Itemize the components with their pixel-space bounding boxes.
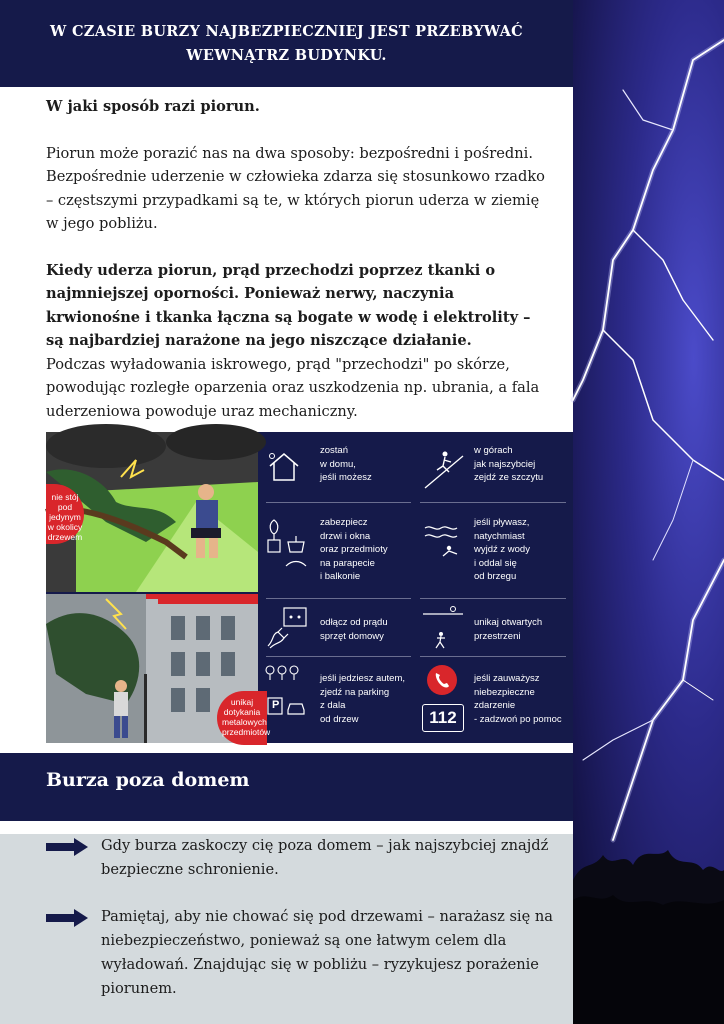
tip-text: odłącz od prądu sprzęt domowy — [320, 617, 388, 642]
tree-illustration — [46, 432, 258, 592]
lightning-photo — [573, 0, 724, 1024]
tip-text: jeśli zauważysz niebezpieczne zdarzenie - zadzwoń po pomoc — [474, 673, 562, 725]
article-paragraph: Piorun może porazić nas na dwa sposoby: bezpośredni i pośredni. Bezpośrednie uderzenie w człowieka zdarza się stosunkowo rzadko – częstszymi przypadkami są te, w których piorun uderza w ziemię w jego pobliżu. — [46, 144, 545, 232]
car-parking-icon — [264, 664, 310, 718]
tip-text: zabezpiecz drzwi i okna oraz przedmioty na parapecie i balkonie — [320, 517, 388, 582]
arrow-icon — [46, 838, 88, 856]
window-plants-icon — [266, 514, 310, 574]
arrow-icon — [46, 909, 88, 927]
divider — [420, 502, 566, 503]
tree-warning-label: nie stój pod jedynym w okolicy drzewem — [47, 492, 83, 542]
swimmer-icon — [423, 520, 467, 560]
house-icon — [266, 448, 302, 484]
top-banner — [0, 0, 573, 87]
tip-text: zostań w domu, jeśli możesz — [320, 445, 372, 483]
tips-panel — [0, 834, 573, 1024]
tip-item: Pamiętaj, aby nie chować się pod drzewami – narażasz się na niebezpieczeństwo, ponieważ są one łatwym celem dla wyładowań. Znajdując się w pobliżu – ryzykujesz porażenie piorunem. — [101, 908, 553, 997]
metal-warning-label: unikaj dotykania metalowych przedmiotów — [222, 697, 271, 737]
divider — [420, 598, 566, 599]
safety-infographic — [46, 432, 573, 743]
divider — [266, 656, 411, 657]
banner-text: W CZASIE BURZY NAJBEZPIECZNIEJ JEST PRZEBYWAĆ WEWNĄTRZ BUDYNKU. — [50, 22, 523, 64]
open-space-icon — [423, 604, 467, 650]
article-body — [46, 95, 546, 423]
divider — [420, 656, 566, 657]
building-illustration — [46, 594, 271, 743]
tip-item: Gdy burza zaskoczy cię poza domem – jak najszybciej znajdź bezpieczne schronienie. — [101, 837, 549, 878]
section-title: Burza poza domem — [46, 769, 250, 791]
parking-letter: P — [272, 699, 280, 711]
tip-text: unikaj otwartych przestrzeni — [474, 617, 543, 642]
tips-grid — [258, 432, 573, 743]
phone-icon — [426, 664, 458, 696]
divider — [266, 598, 411, 599]
tip-text: jeśli jedziesz autem, zjedź na parking z dala od drzew — [320, 673, 406, 725]
article-paragraph: Podczas wyładowania iskrowego, prąd "przechodzi" po skórze, powodując rozległe oparzenia oraz uszkodzenia np. ubrania, a fala uderzeniowa powoduje uraz mechaniczny. — [46, 355, 540, 420]
tip-text: w górach jak najszybciej zejdź ze szczytu — [474, 445, 544, 483]
tip-text: jeśli pływasz, natychmiast wyjdź z wody i oddal się od brzegu — [474, 517, 530, 582]
plug-icon — [266, 606, 310, 650]
divider — [266, 502, 411, 503]
article-bold-paragraph: Kiedy uderza piorun, prąd przechodzi poprzez tkanki o najmniejszej oporności. Ponieważ nerwy, naczynia krwionośne i tkanka łączna są bogate w wodę i elektrolity – są najbardziej narażone na jego niszczące działanie. — [46, 261, 531, 349]
emergency-number: 112 — [422, 704, 464, 732]
article-subheading: W jaki sposób razi piorun. — [46, 98, 260, 115]
section-header — [0, 753, 573, 821]
mountain-hiker-icon — [423, 446, 467, 490]
